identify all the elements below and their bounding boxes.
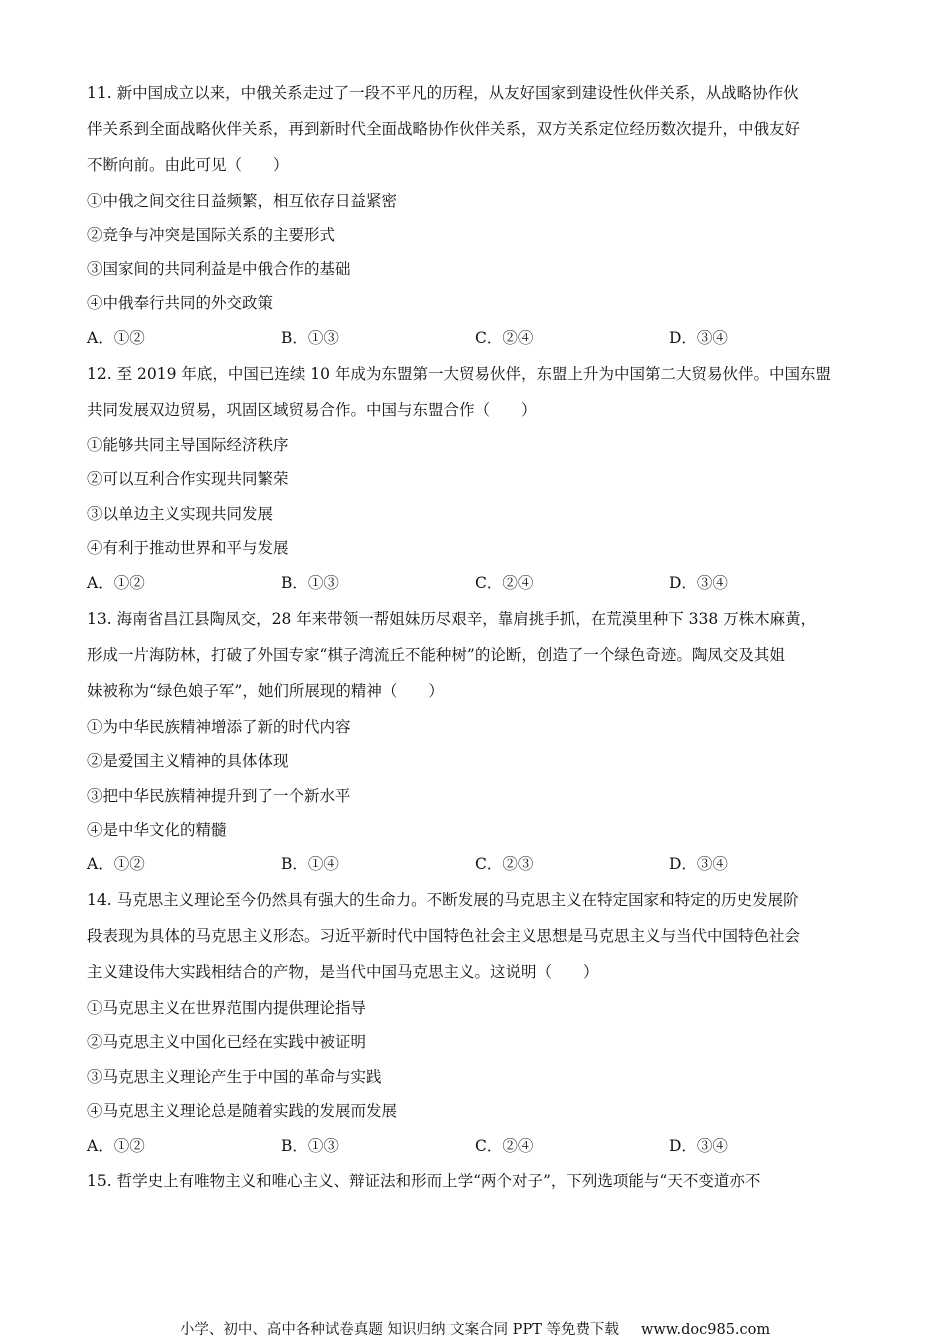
statement-item: ④有利于推动世界和平与发展 — [87, 539, 289, 557]
option-d[interactable]: D．③④ — [669, 855, 728, 873]
option-d[interactable]: D．③④ — [669, 329, 728, 347]
question-stem-line: 12. 至 2019 年底，中国已连续 10 年成为东盟第一大贸易伙伴，东盟上升为中国第二大贸易伙伴。中国东盟 — [87, 365, 831, 383]
footer-site-link[interactable]: www.doc985.com — [640, 1322, 771, 1338]
option-b[interactable]: B．①③ — [281, 329, 339, 347]
question-stem-line: 14. 马克思主义理论至今仍然具有强大的生命力。不断发展的马克思主义在特定国家和特定的历史发展阶 — [87, 891, 799, 909]
option-c[interactable]: C．②④ — [475, 574, 534, 592]
question-stem-line: 形成一片海防林，打破了外国专家“棋子湾流丘不能种树”的论断，创造了一个绿色奇迹。陶凤交及其姐 — [87, 646, 785, 664]
question-stem-line: 共同发展双边贸易，巩固区域贸易合作。中国与东盟合作（ ） — [87, 401, 537, 419]
statement-item: ③马克思主义理论产生于中国的革命与实践 — [87, 1068, 382, 1086]
footer-text: 小学、初中、高中各种试卷真题 知识归纳 文案合同 PPT 等免费下载 — [179, 1322, 619, 1338]
statement-item: ②是爱国主义精神的具体体现 — [87, 752, 289, 770]
option-b[interactable]: B．①④ — [281, 855, 339, 873]
option-c[interactable]: C．②③ — [475, 855, 534, 873]
statement-item: ③把中华民族精神提升到了一个新水平 — [87, 787, 351, 805]
question-stem-line: 伴关系到全面战略伙伴关系，再到新时代全面战略协作伙伴关系，双方关系定位经历数次提升，中俄友好 — [87, 120, 801, 138]
question-stem-line: 11. 新中国成立以来，中俄关系走过了一段不平凡的历程，从友好国家到建设性伙伴关系，从战略协作伙 — [87, 84, 799, 102]
statement-item: ②竞争与冲突是国际关系的主要形式 — [87, 226, 336, 244]
statement-item: ③以单边主义实现共同发展 — [87, 505, 274, 523]
statement-item: ②马克思主义中国化已经在实践中被证明 — [87, 1033, 367, 1051]
question-stem-line: 13. 海南省昌江县陶凤交，28 年来带领一帮姐妹历尽艰辛，靠肩挑手抓，在荒漠里种下 338 万株木麻黄， — [87, 610, 817, 628]
statement-item: ①中俄之间交往日益频繁，相互依存日益紧密 — [87, 192, 398, 210]
question-stem-line: 不断向前。由此可见（ ） — [87, 156, 289, 174]
option-a[interactable]: A．①② — [87, 1137, 145, 1155]
option-a[interactable]: A．①② — [87, 855, 145, 873]
option-d[interactable]: D．③④ — [669, 1137, 728, 1155]
option-b[interactable]: B．①③ — [281, 1137, 339, 1155]
option-d[interactable]: D．③④ — [669, 574, 728, 592]
option-c[interactable]: C．②④ — [475, 329, 534, 347]
question-stem-line: 段表现为具体的马克思主义形态。习近平新时代中国特色社会主义思想是马克思主义与当代中国特色社会 — [87, 927, 801, 945]
statement-item: ④中俄奉行共同的外交政策 — [87, 294, 274, 312]
option-c[interactable]: C．②④ — [475, 1137, 534, 1155]
statement-item: ④是中华文化的精髓 — [87, 821, 227, 839]
statement-item: ④马克思主义理论总是随着实践的发展而发展 — [87, 1102, 398, 1120]
statement-item: ①为中华民族精神增添了新的时代内容 — [87, 718, 351, 736]
statement-item: ②可以互利合作实现共同繁荣 — [87, 470, 289, 488]
statement-item: ③国家间的共同利益是中俄合作的基础 — [87, 260, 351, 278]
option-a[interactable]: A．①② — [87, 329, 145, 347]
question-stem-line: 15. 哲学史上有唯物主义和唯心主义、辩证法和形而上学“两个对子”，下列选项能与“天不变道亦不 — [87, 1172, 761, 1190]
option-b[interactable]: B．①③ — [281, 574, 339, 592]
option-a[interactable]: A．①② — [87, 574, 145, 592]
statement-item: ①马克思主义在世界范围内提供理论指导 — [87, 999, 367, 1017]
statement-item: ①能够共同主导国际经济秩序 — [87, 436, 289, 454]
question-stem-line: 主义建设伟大实践相结合的产物，是当代中国马克思主义。这说明（ ） — [87, 963, 599, 981]
question-stem-line: 妹被称为“绿色娘子军”，她们所展现的精神（ ） — [87, 682, 444, 700]
page-footer — [0, 1318, 950, 1339]
